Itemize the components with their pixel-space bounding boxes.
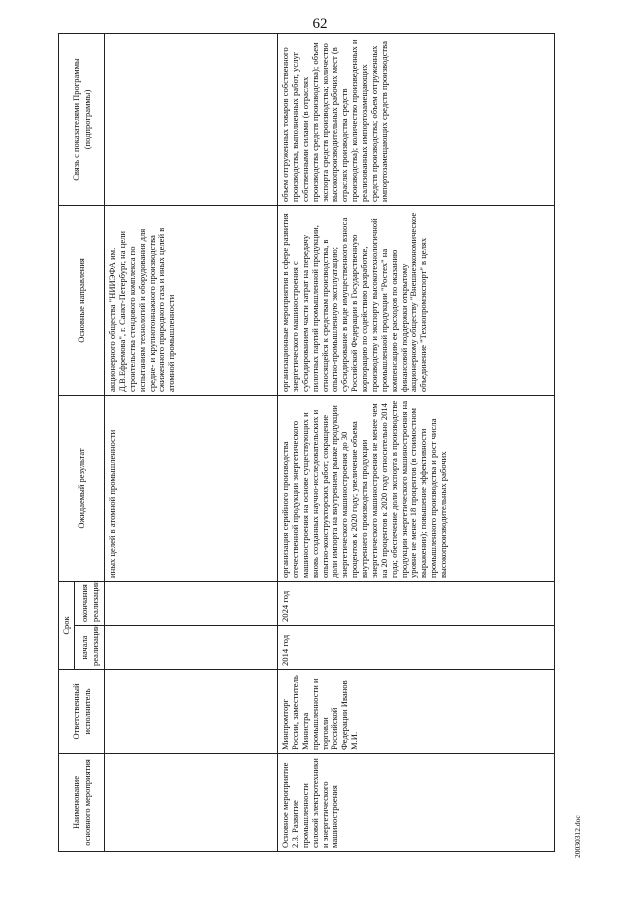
header-name: Наименование основного мероприятия: [59, 754, 105, 852]
header-link: Связь с показателями Программы (подпрограммы): [59, 34, 105, 206]
cell-result: иных целей в атомной промышленности: [105, 396, 278, 582]
cell-name: [105, 754, 278, 852]
table-header: [59, 34, 105, 852]
cell-result: организация серийного производства отечественной продукции энергетического машиностроения на основе существующих и вновь созданных научно-исследовательских и опытно-конструкторских работ; сокращение доли импорта на внутреннем рынке продукции энергетического машиностроения до 30 процентов к 2020 году; увеличение объема внутреннего производства продукции энергетического машиностроения не менее чем на 20 процентов к 2020 году относительно 2014 года; обеспечение доли экспорта в производстве продукции энергетического машиностроения на уровне не менее 18 процентов (в стоимостном выражении); повышение эффективности промышленного производства и рост числа высокопроизводительных рабочих: [278, 396, 555, 582]
cell-name: Основное мероприятие 2.3. Развитие промышленности силовой электротехники и энергетического машиностроения: [278, 754, 555, 852]
header-result: Ожидаемый результат: [59, 396, 105, 582]
program-table-container: [58, 34, 542, 852]
document-code: 20030312.doc: [573, 815, 582, 858]
header-term: Срок: [59, 582, 75, 670]
program-table: [58, 33, 555, 852]
page-number: 62: [312, 16, 328, 32]
table-row-continuation: [105, 34, 278, 852]
cell-link: [105, 34, 278, 206]
cell-link: объем отгруженных товаров собственного производства, выполненных работ, услуг собственными силами (в отраслях производства средств производства); объем экспорта средств производства; количество высокопроизводительных рабочих мест (в отраслях производства средств производства); количество произведенных и реализованных импортозамещающих средств производства; объем отгруженных импортозамещающих средств производства: [278, 34, 555, 206]
cell-start: [105, 626, 278, 670]
header-term-start: начала реализации: [75, 626, 105, 670]
table-row-main-activity: [278, 34, 555, 852]
cell-start: 2014 год: [278, 626, 555, 670]
cell-end: 2024 год: [278, 582, 555, 626]
header-term-end: окончания реализации: [75, 582, 105, 626]
header-directions: Основные направления: [59, 206, 105, 396]
cell-executor: Минпромторг России, заместитель Министра промышленности и торговли Российской Федерации Иванов М.И.: [278, 670, 555, 754]
header-executor: Ответственный исполнитель: [59, 670, 105, 754]
cell-end: [105, 582, 278, 626]
cell-executor: [105, 670, 278, 754]
cell-directions: организационные мероприятия в сфере развития энергетического машиностроения с субсидированием части затрат на передачу пилотных партий промышленной продукции, относящейся к средствам производства, в опытно-промышленную эксплуатацию; субсидирование в виде имущественного взноса Российской Федерации в Государственную корпорацию по содействию разработке, производству и экспорту высокотехнологичной промышленной продукции "Ростех" на компенсацию ее расходов по оказанию финансовой поддержки открытому акционерному обществу "Внешнеэкономическое объединение "Технопромэкспорт" в целях: [278, 206, 555, 396]
cell-directions: акционерного общества "НИИЭФА им. Д.В.Ефремова", г. Санкт-Петербург, на цели строительства стендового комплекса по испытаниям технологий и оборудования для средне- и крупнотоннажного производства сжиженного природного газа и иных целей в атомной промышленности: [105, 206, 278, 396]
